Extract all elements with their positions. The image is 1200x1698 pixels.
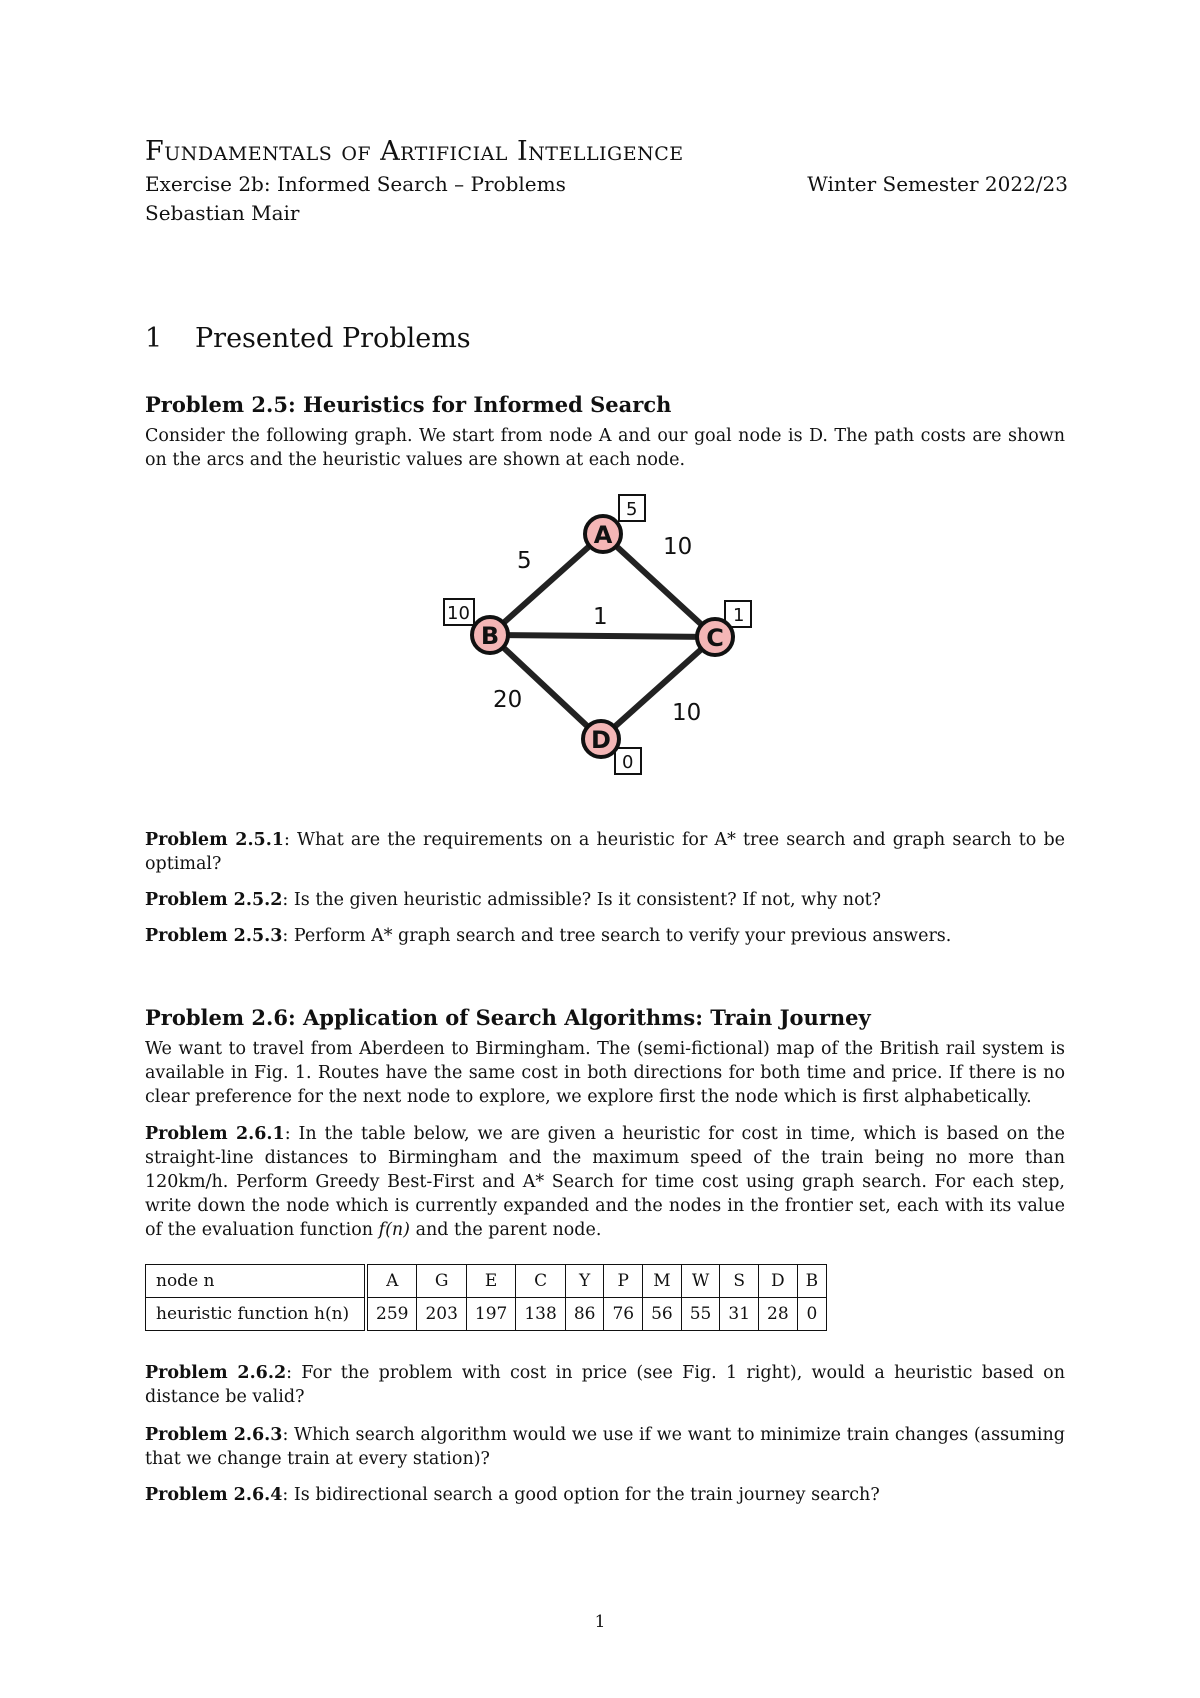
- evaluation-function: f(n): [378, 1220, 410, 1240]
- problem-2-5-3-text: : Perform A* graph search and tree search to verify your previous answers.: [282, 926, 952, 946]
- table-cell: 55: [681, 1298, 720, 1331]
- problem-2-6-4-label: Problem 2.6.4: [145, 1485, 283, 1505]
- problem-2-5-2-text: : Is the given heuristic admissible? Is it consistent? If not, why not?: [282, 890, 882, 910]
- table-cell: 31: [720, 1298, 759, 1331]
- node-label-c: C: [706, 624, 724, 652]
- table-cell: S: [720, 1265, 759, 1298]
- heuristic-table: [145, 1264, 827, 1331]
- table-cell: 197: [466, 1298, 515, 1331]
- problem-2-6-1-text: : In the table below, we are given a heuristic for cost in time, which is based on the straight-line distances to Birmingham and the maximum speed of the train being no more than 120km/h. Perform Greedy Best-First and A* Search for time cost using graph search. For each step, write down the node which is currently expanded and the nodes in the frontier set, each with its value of the evaluation function: [145, 1124, 1065, 1240]
- problem-2-5-heading: Problem 2.5: Heuristics for Informed Search: [145, 392, 672, 417]
- heuristic-b: 10: [447, 603, 470, 624]
- problem-2-5-2-label: Problem 2.5.2: [145, 890, 283, 910]
- edge-label-bd: 20: [493, 687, 523, 713]
- row-head-node: node n: [146, 1265, 367, 1298]
- table-cell: B: [797, 1265, 827, 1298]
- node-label-b: B: [480, 622, 500, 650]
- problem-2-6-3: [145, 1423, 1065, 1471]
- problem-2-6-3-label: Problem 2.6.3: [145, 1425, 283, 1445]
- problem-2-6-1-tail: and the parent node.: [410, 1220, 602, 1240]
- problem-2-6-heading: Problem 2.6: Application of Search Algorithms: Train Journey: [145, 1005, 871, 1030]
- table-cell: P: [604, 1265, 643, 1298]
- table-cell: A: [366, 1265, 417, 1298]
- problem-2-5-1: [145, 828, 1065, 876]
- problem-2-5-3-label: Problem 2.5.3: [145, 926, 283, 946]
- edge-label-ac: 10: [663, 534, 693, 560]
- section-number: 1: [145, 323, 163, 354]
- table-cell: 76: [604, 1298, 643, 1331]
- problem-2-5-1-label: Problem 2.5.1: [145, 830, 284, 850]
- table-cell: D: [759, 1265, 798, 1298]
- problem-2-5-3: [145, 924, 1065, 948]
- table-cell: 203: [417, 1298, 466, 1331]
- semester: Winter Semester 2022/23: [807, 172, 1068, 196]
- problem-2-6-2-text: : For the problem with cost in price (see Fig. 1 right), would a heuristic based on distance be valid?: [145, 1363, 1065, 1407]
- problem-2-6-2-label: Problem 2.6.2: [145, 1363, 287, 1383]
- exercise-title: Exercise 2b: Informed Search – Problems: [145, 172, 566, 196]
- table-cell: 138: [516, 1298, 565, 1331]
- table-cell: G: [417, 1265, 466, 1298]
- section-heading: [145, 323, 471, 354]
- node-label-d: D: [591, 726, 611, 754]
- table-cell: 0: [797, 1298, 827, 1331]
- table-cell: M: [643, 1265, 682, 1298]
- problem-2-5-intro: Consider the following graph. We start from node A and our goal node is D. The path costs are shown on the arcs and the heuristic values are shown at each node.: [145, 426, 1065, 470]
- problem-2-6-intro: We want to travel from Aberdeen to Birmingham. The (semi-fictional) map of the British rail system is available in Fig. 1. Routes have the same cost in both directions for both time and price. If there is no clear preference for the next node to explore, we explore first the node which is first alphabetically.: [145, 1039, 1065, 1107]
- table-cell: 259: [366, 1298, 417, 1331]
- heuristic-d: 0: [622, 752, 634, 773]
- problem-2-6-1-label: Problem 2.6.1: [145, 1124, 285, 1144]
- table-cell: 28: [759, 1298, 798, 1331]
- edge-b-c: [490, 635, 715, 637]
- table-row: [146, 1265, 827, 1298]
- edge-label-bc: 1: [593, 604, 608, 630]
- row-head-heuristic: heuristic function h(n): [146, 1298, 367, 1331]
- heuristic-a: 5: [626, 499, 638, 520]
- search-graph: [435, 488, 775, 778]
- page-number: 1: [594, 1612, 606, 1632]
- problem-2-6-2: [145, 1361, 1065, 1409]
- table-cell: W: [681, 1265, 720, 1298]
- section-title: Presented Problems: [195, 323, 471, 354]
- table-cell: C: [516, 1265, 565, 1298]
- edge-label-ab: 5: [517, 548, 532, 574]
- problem-2-5-2: [145, 888, 1065, 912]
- table-cell: E: [466, 1265, 515, 1298]
- node-label-a: A: [593, 521, 613, 549]
- problem-2-6-3-text: : Which search algorithm would we use if we want to minimize train changes (assuming that we change train at every station)?: [145, 1425, 1065, 1469]
- edge-a-c: [603, 534, 715, 637]
- table-cell: Y: [565, 1265, 604, 1298]
- table-row: [146, 1298, 827, 1331]
- edge-a-b: [490, 534, 603, 635]
- problem-2-6-1: [145, 1122, 1065, 1242]
- table-cell: 56: [643, 1298, 682, 1331]
- table-cell: 86: [565, 1298, 604, 1331]
- problem-2-5-1-text: : What are the requirements on a heuristic for A* tree search and graph search to be optimal?: [145, 830, 1065, 874]
- course-title: Fundamentals of Artificial Intelligence: [145, 136, 684, 167]
- problem-2-6-4-text: : Is bidirectional search a good option for the train journey search?: [282, 1485, 880, 1505]
- problem-2-6-4: [145, 1483, 1065, 1507]
- heuristic-c: 1: [733, 605, 745, 626]
- author: Sebastian Mair: [145, 201, 300, 225]
- edge-label-cd: 10: [672, 700, 702, 726]
